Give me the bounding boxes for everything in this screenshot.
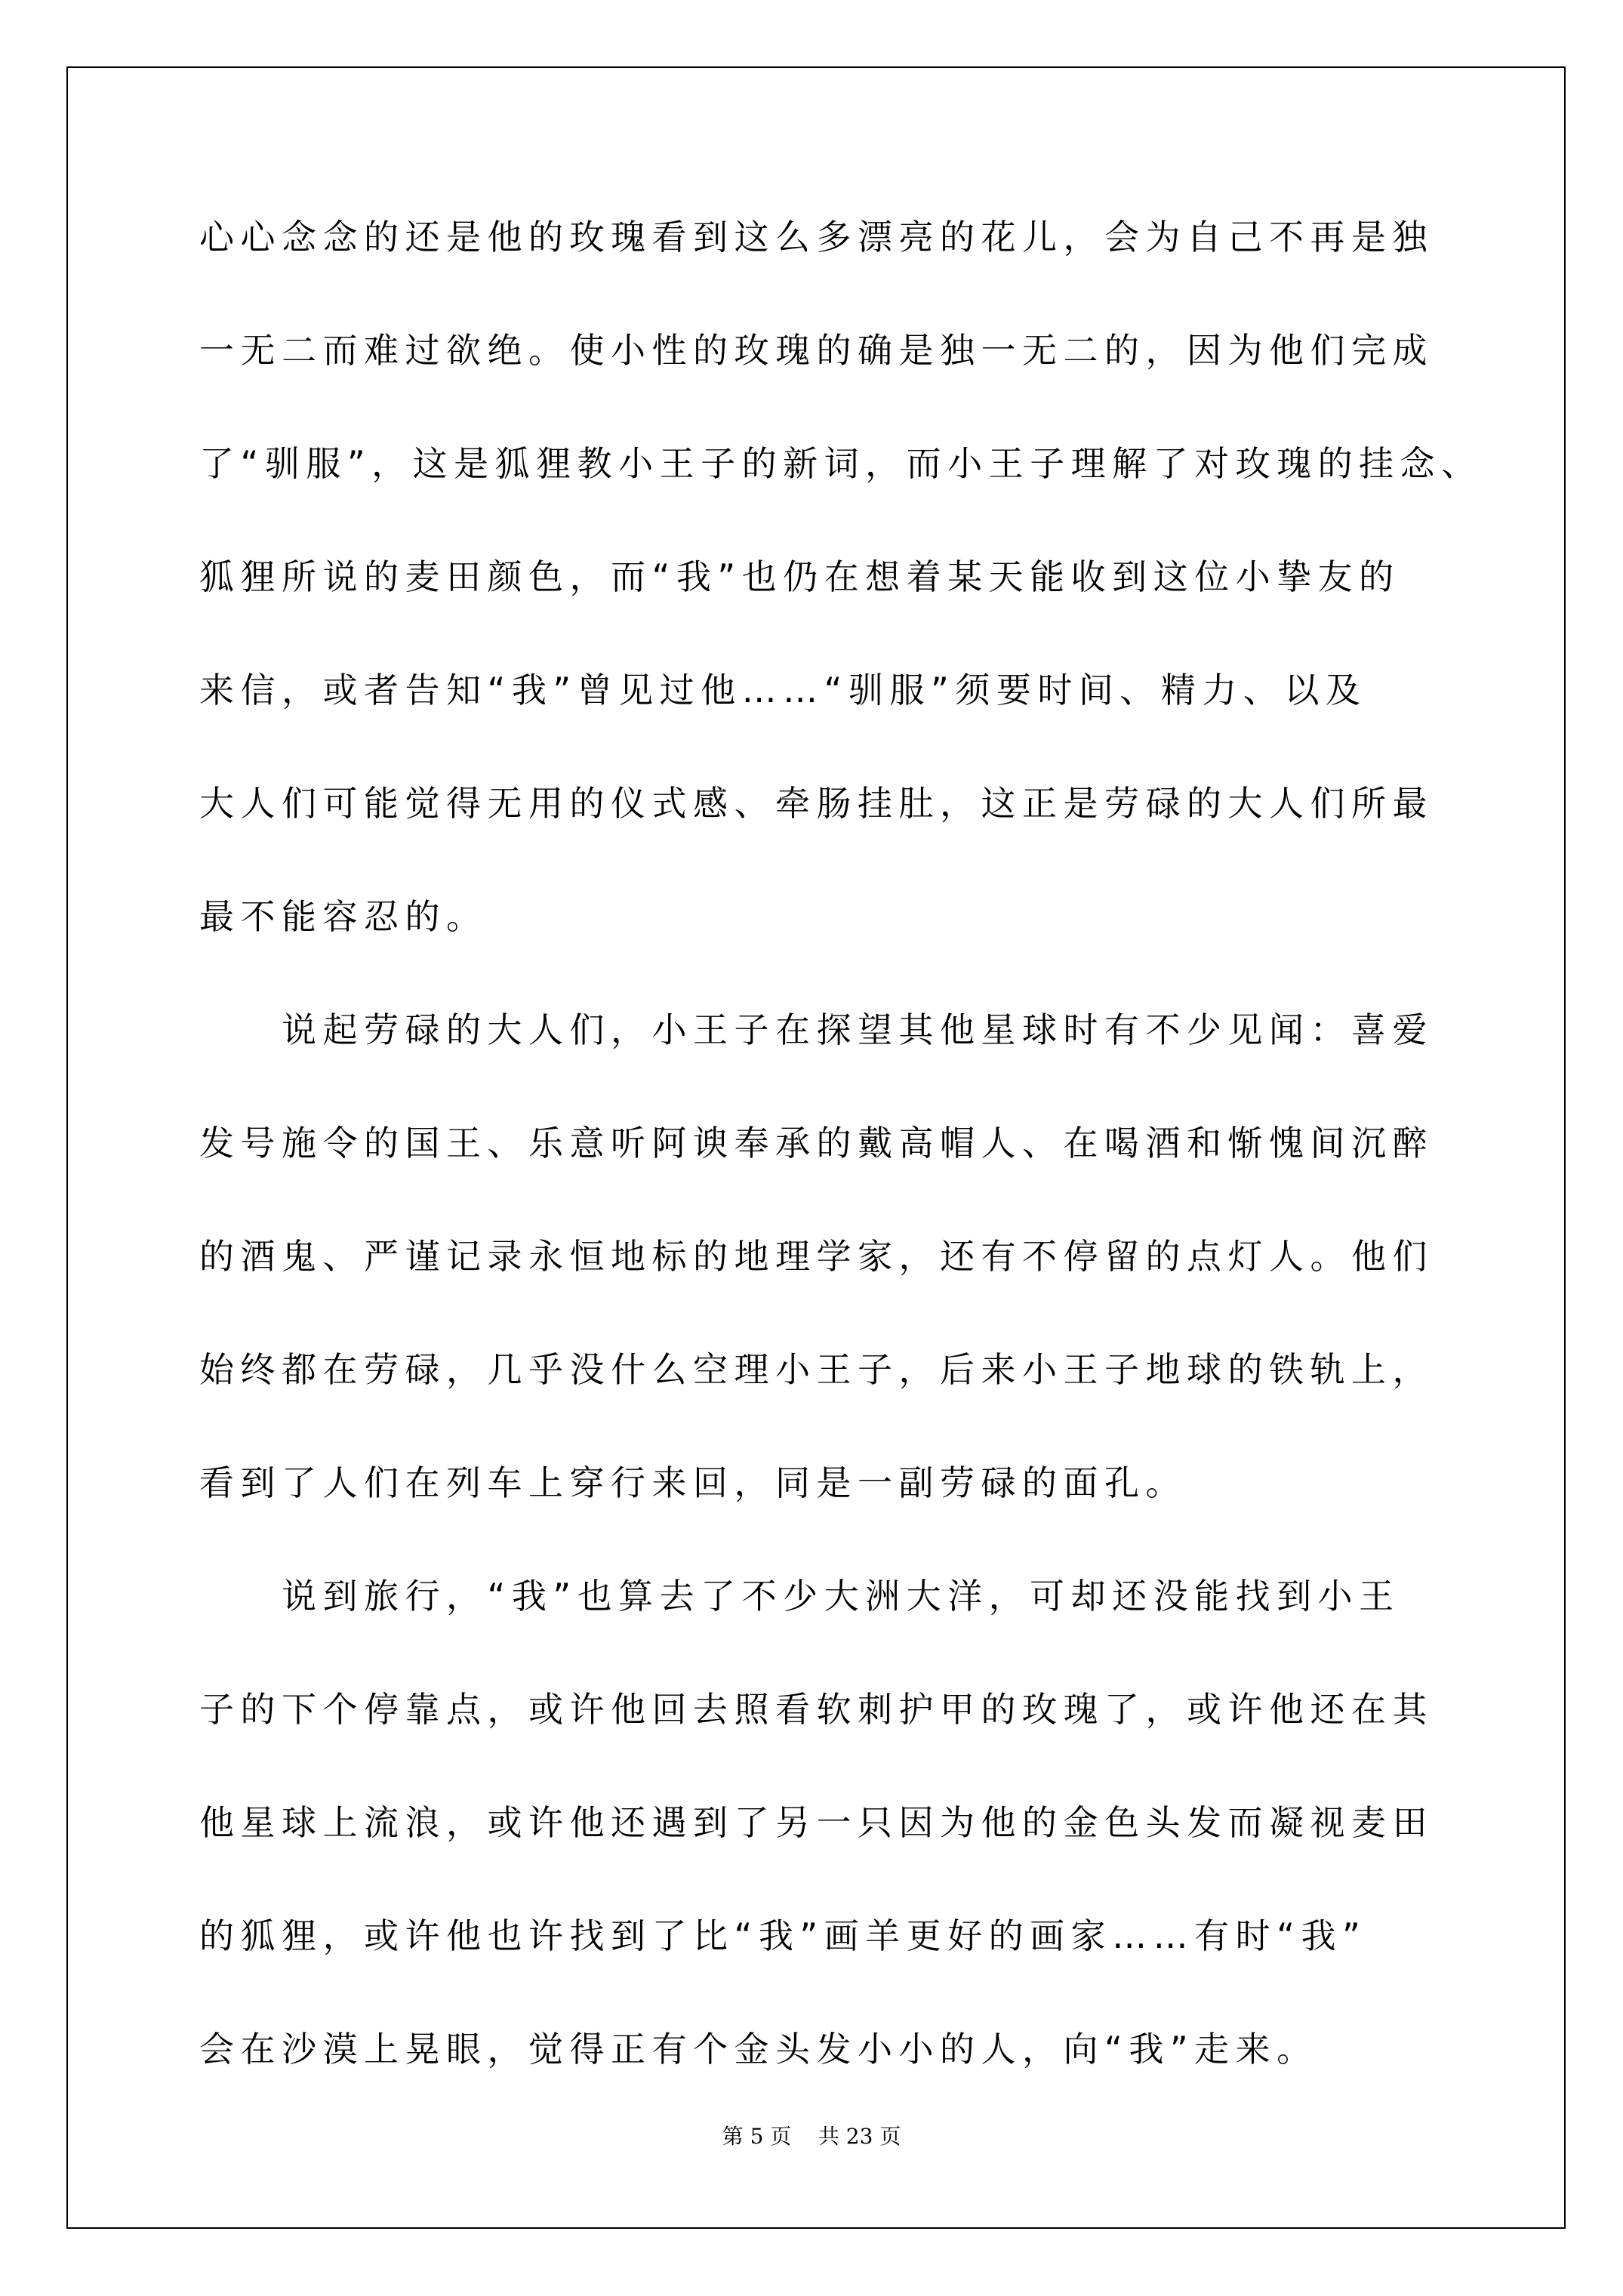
- text-line: 了“驯服”，这是狐狸教小王子的新词，而小王子理解了对玫瑰的挂念、: [199, 443, 1483, 484]
- paragraph-start-line: 说起劳碌的大人们，小王子在探望其他星球时有不少见闻：喜爱: [282, 1009, 1434, 1050]
- text-line: 的酒鬼、严谨记录永恒地标的地理学家，还有不停留的点灯人。他们: [199, 1236, 1434, 1277]
- text-line: 心心念念的还是他的玫瑰看到这么多漂亮的花儿，会为自己不再是独: [199, 217, 1434, 257]
- text-line: 一无二而难过欲绝。使小性的玫瑰的确是独一无二的，因为他们完成: [199, 330, 1434, 371]
- page-number-footer: 第 5 页 共 23 页: [722, 2124, 901, 2149]
- text-line: 发号施令的国王、乐意听阿谀奉承的戴高帽人、在喝酒和惭愧间沉醉: [199, 1123, 1434, 1163]
- text-line: 大人们可能觉得无用的仪式感、牵肠挂肚，这正是劳碌的大人们所最: [199, 783, 1434, 824]
- text-line: 始终都在劳碌，几乎没什么空理小王子，后来小王子地球的铁轨上，: [199, 1349, 1434, 1390]
- text-line: 来信，或者告知“我”曾见过他……“驯服”须要时间、精力、以及: [199, 670, 1367, 710]
- text-line: 看到了人们在列车上穿行来回，同是一副劳碌的面孔。: [199, 1462, 1187, 1503]
- text-line: 会在沙漠上晃眼，觉得正有个金头发小小的人，向“我”走来。: [199, 2029, 1318, 2069]
- text-line: 狐狸所说的麦田颜色，而“我”也仍在想着某天能收到这位小挚友的: [199, 556, 1400, 597]
- paragraph-start-line: 说到旅行，“我”也算去了不少大洲大洋，可却还没能找到小王: [282, 1576, 1400, 1616]
- text-line: 他星球上流浪，或许他还遇到了另一只因为他的金色头发而凝视麦田: [199, 1802, 1434, 1843]
- text-line: 子的下个停靠点，或许他回去照看软刺护甲的玫瑰了，或许他还在其: [199, 1689, 1434, 1730]
- text-line: 的狐狸，或许他也许找到了比“我”画羊更好的画家……有时“我”: [199, 1915, 1367, 1956]
- text-line: 最不能容忍的。: [199, 896, 488, 937]
